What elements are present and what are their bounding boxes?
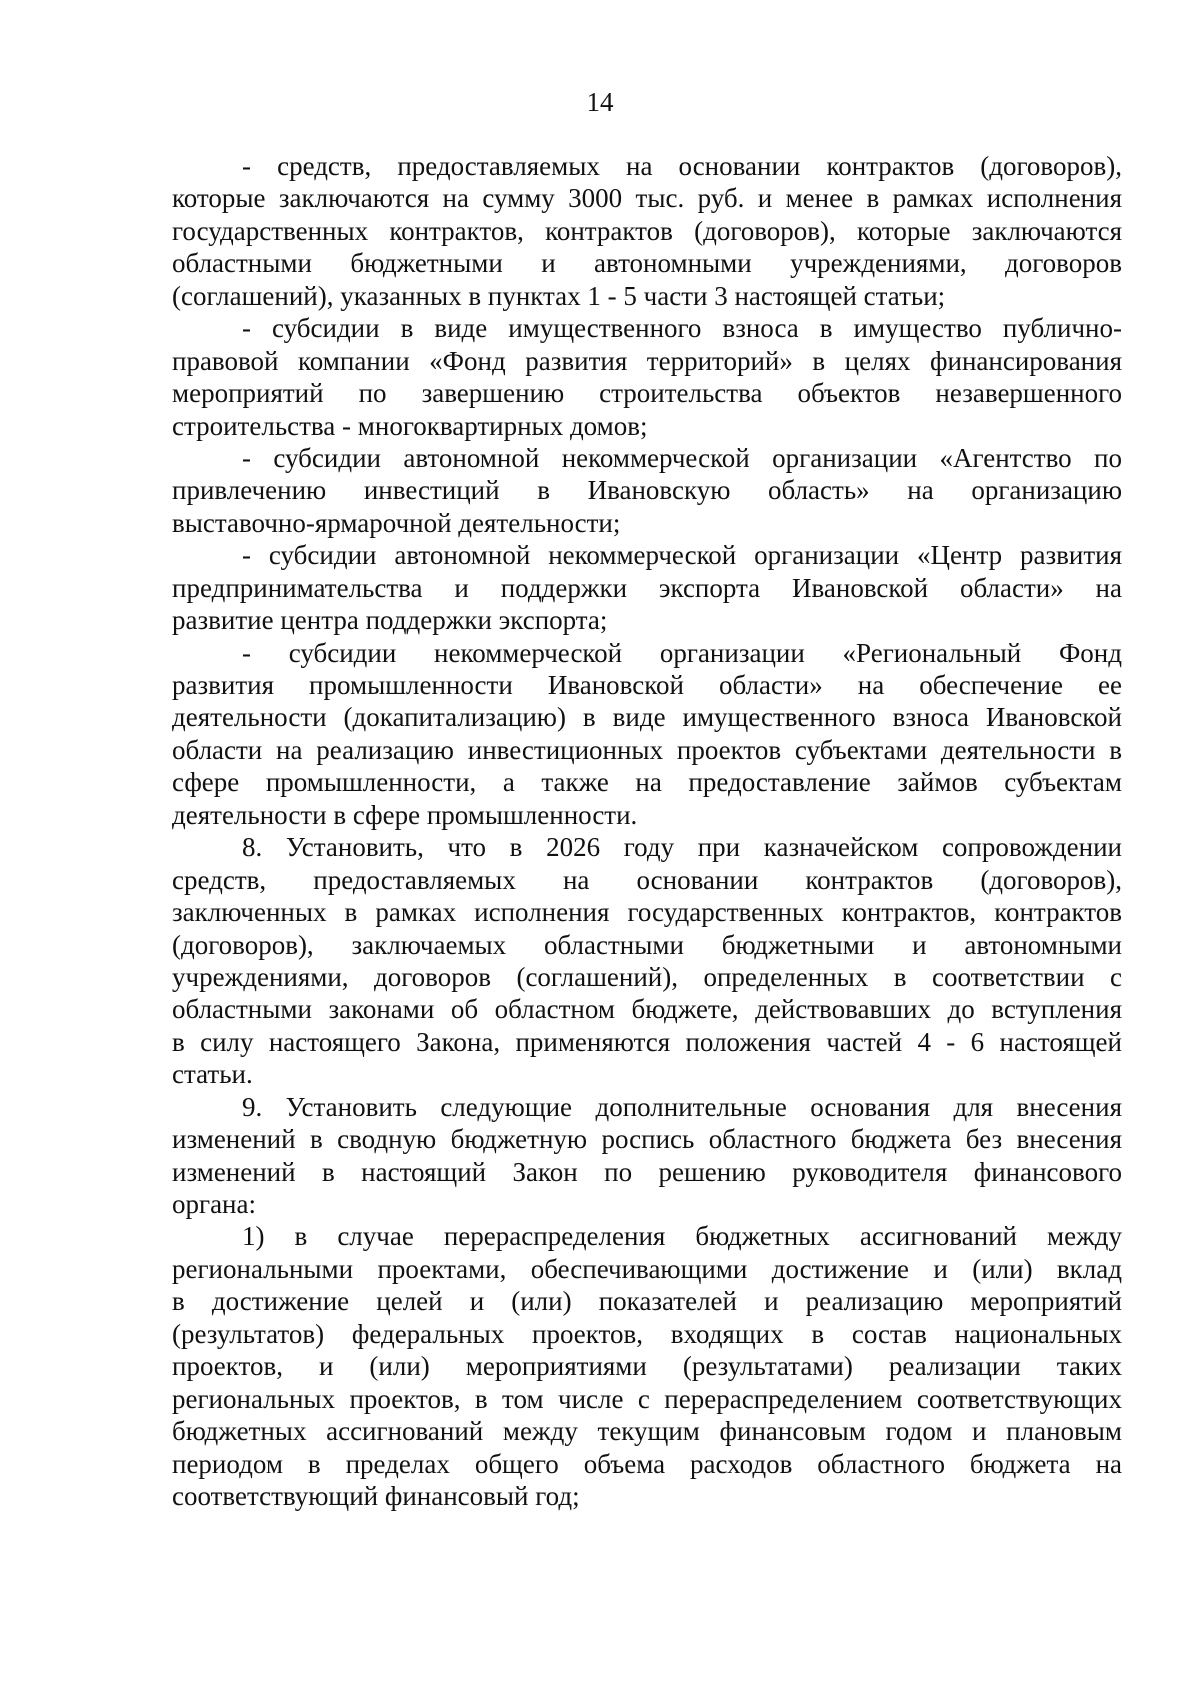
text-line: (соглашений), указанных в пунктах 1 - 5 части 3 настоящей статьи; — [172, 280, 946, 311]
text-line: - субсидии автономной некоммерческой организации «Центр развития — [242, 540, 1122, 571]
text-line: периодом в пределах общего объема расходов областного бюджета на — [172, 1448, 1122, 1479]
text-line: развитие центра поддержки экспорта; — [172, 605, 608, 636]
text-line: мероприятий по завершению строительства объектов незавершенного — [172, 378, 1122, 409]
text-line: (результатов) федеральных проектов, входящих в состав национальных — [172, 1318, 1122, 1349]
text-line: правовой компании «Фонд развития территорий» в целях финансирования — [172, 345, 1122, 376]
text-line: - средств, предоставляемых на основании контрактов (договоров), — [242, 151, 1122, 181]
text-line: региональными проектами, обеспечивающими достижение и (или) вклад — [172, 1253, 1122, 1284]
text-line: учреждениями, договоров (соглашений), определенных в соответствии с — [172, 961, 1122, 992]
text-line: сфере промышленности, а также на предоставление займов субъектам — [172, 767, 1122, 798]
text-line: деятельности (докапитализацию) в виде имущественного взноса Ивановской — [172, 702, 1122, 733]
text-line: развития промышленности Ивановской области» на обеспечение ее — [172, 670, 1122, 700]
text-line: государственных контрактов, контрактов (договоров), которые заключаются — [172, 215, 1122, 246]
text-line: заключенных в рамках исполнения государственных контрактов, контрактов — [172, 897, 1122, 928]
document-body — [172, 150, 1122, 1512]
text-line: в силу настоящего Закона, применяются положения частей 4 - 6 настоящей — [172, 1026, 1122, 1057]
text-line: выставочно-ярмарочной деятельности; — [172, 507, 621, 538]
text-line: в достижение целей и (или) показателей и реализацию мероприятий — [172, 1286, 1122, 1317]
text-line: 8. Установить, что в 2026 году при казначейском сопровождении — [242, 832, 1122, 863]
text-line: 9. Установить следующие дополнительные основания для внесения — [242, 1091, 1122, 1122]
text-line: региональных проектов, в том числе с перераспределением соответствующих — [172, 1383, 1122, 1414]
text-line: областными законами об областном бюджете, действовавших до вступления — [172, 994, 1122, 1025]
text-line: строительства - многоквартирных домов; — [172, 410, 648, 441]
text-line: органа: — [172, 1189, 256, 1219]
text-line: предпринимательства и поддержки экспорта Ивановской области» на — [172, 572, 1122, 603]
text-line: статьи. — [172, 1059, 253, 1090]
text-line: привлечению инвестиций в Ивановскую область» на организацию — [172, 475, 1122, 506]
text-line: которые заключаются на сумму 3000 тыс. руб. и менее в рамках исполнения — [172, 183, 1122, 214]
text-line: бюджетных ассигнований между текущим финансовым годом и плановым — [172, 1416, 1122, 1447]
text-line: изменений в сводную бюджетную роспись областного бюджета без внесения — [172, 1124, 1122, 1155]
text-line: областными бюджетными и автономными учреждениями, договоров — [172, 248, 1122, 279]
text-line: 1) в случае перераспределения бюджетных ассигнований между — [242, 1221, 1122, 1252]
text-line: изменений в настоящий Закон по решению руководителя финансового — [172, 1156, 1122, 1187]
text-line: - субсидии некоммерческой организации «Региональный Фонд — [242, 637, 1122, 668]
text-line: (договоров), заключаемых областными бюджетными и автономными — [172, 929, 1122, 960]
text-line: - субсидии автономной некоммерческой организации «Агентство по — [242, 442, 1122, 473]
text-line: области на реализацию инвестиционных проектов субъектами деятельности в — [172, 734, 1122, 765]
text-line: - субсидии в виде имущественного взноса в имущество публично- — [242, 313, 1122, 344]
text-line: проектов, и (или) мероприятиями (результатами) реализации таких — [172, 1351, 1122, 1382]
text-line: соответствующий финансовый год; — [172, 1480, 580, 1511]
page-number: 14 — [586, 87, 614, 117]
text-line: деятельности в сфере промышленности. — [172, 799, 638, 830]
text-line: средств, предоставляемых на основании контрактов (договоров), — [172, 864, 1122, 895]
